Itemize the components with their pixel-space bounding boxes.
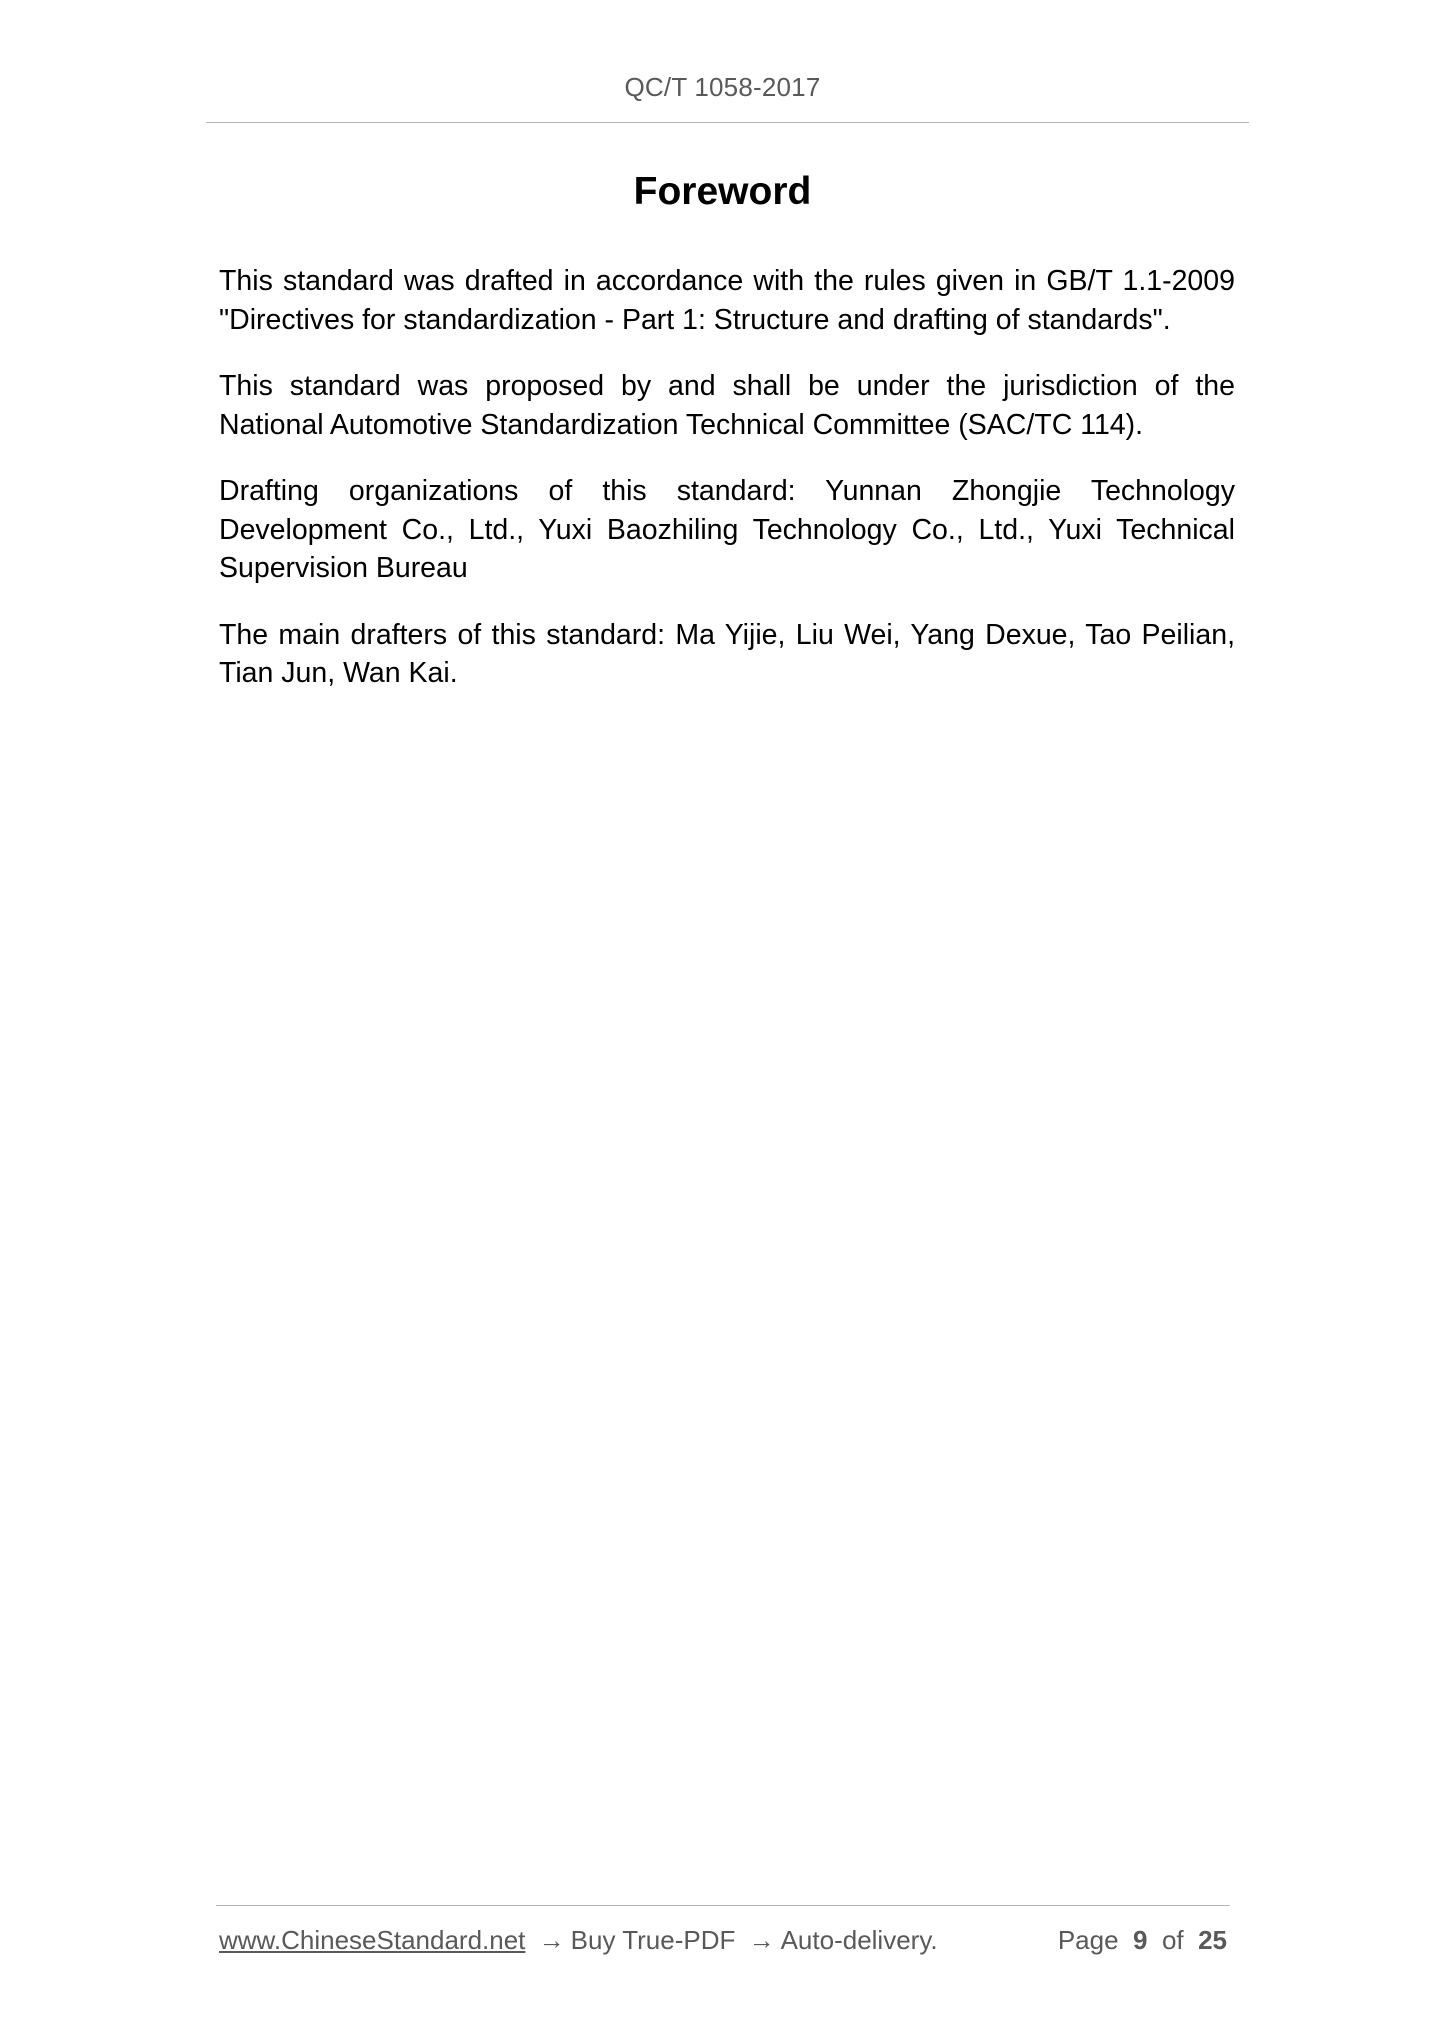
document-code-header: QC/T 1058-2017	[624, 72, 821, 102]
site-link[interactable]: www.ChineseStandard.net	[219, 1925, 526, 1955]
arrow-right-icon: →	[748, 1925, 775, 1955]
foreword-body	[219, 262, 1235, 721]
paragraph-jurisdiction: This standard was proposed by and shall be under the jurisdiction of the National Automotive Standardization Technical Committee (SAC/TC 114).	[219, 370, 1235, 441]
footer-divider	[216, 1905, 1230, 1906]
header-divider	[206, 122, 1249, 123]
buy-text: Buy True-PDF	[570, 1925, 736, 1955]
page-label: Page	[1057, 1925, 1119, 1955]
arrow-right-icon: →	[538, 1925, 565, 1955]
delivery-text: Auto-delivery.	[780, 1925, 938, 1955]
footer-promo	[219, 1925, 938, 1956]
page-footer	[219, 1925, 1227, 1956]
page-number: 9	[1133, 1925, 1148, 1955]
page-title: Foreword	[633, 170, 812, 213]
of-label: of	[1161, 1925, 1184, 1955]
paragraph-drafting-rules: This standard was drafted in accordance with the rules given in GB/T 1.1-2009 "Directives for standardization - Part 1: Structure and drafting of standards".	[219, 265, 1235, 336]
page-indicator	[1058, 1925, 1227, 1956]
paragraph-main-drafters: The main drafters of this standard: Ma Yijie, Liu Wei, Yang Dexue, Tao Peilian, Tian Jun, Wan Kai.	[219, 618, 1235, 689]
paragraph-drafting-organizations: Drafting organizations of this standard: Yunnan Zhongjie Technology Development Co., Ltd., Yuxi Baozhiling Technology Co., Ltd., Yuxi Technical Supervision Bureau	[219, 475, 1235, 584]
total-pages: 25	[1198, 1925, 1227, 1955]
